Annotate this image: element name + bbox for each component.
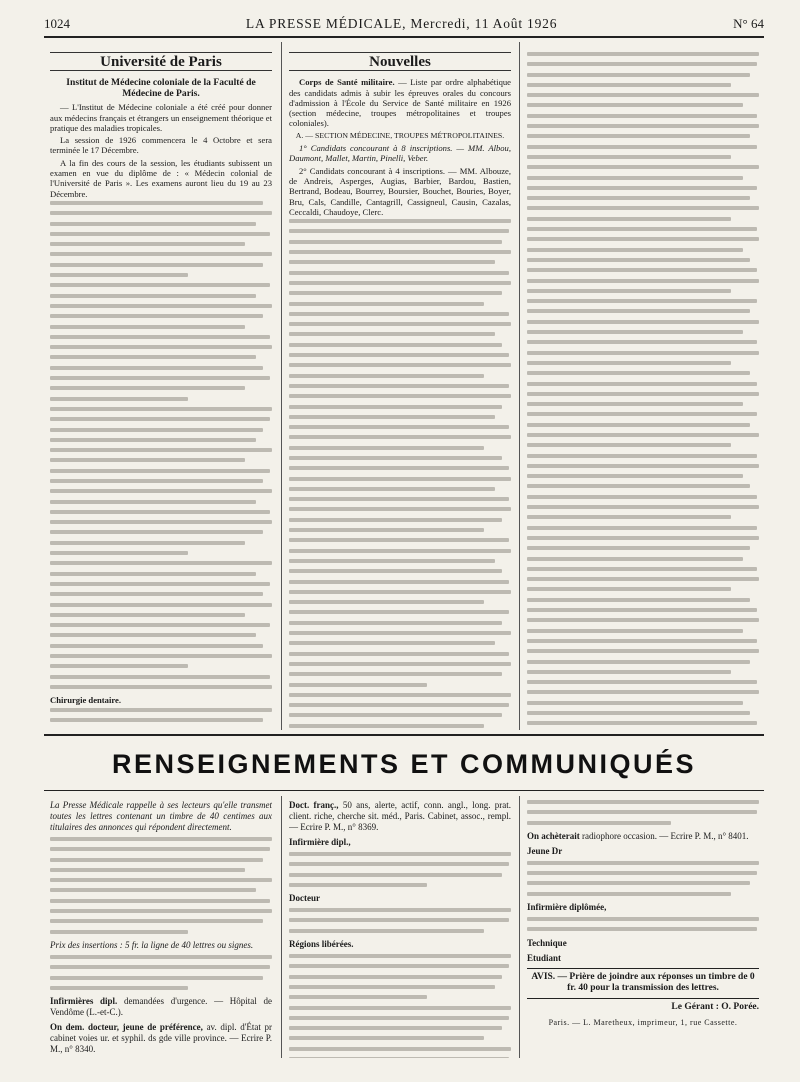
column-rule bbox=[519, 42, 520, 730]
body-text-filler bbox=[289, 1006, 511, 1058]
ad-4-title: Régions libérées. bbox=[289, 939, 354, 950]
session-paragraph: La session de 1926 commencera le 4 Octobre et sera terminée le 17 Décembre. bbox=[50, 135, 272, 156]
banner-title: RENSEIGNEMENTS ET COMMUNIQUÉS bbox=[111, 748, 697, 779]
dental-heading: Chirurgie dentaire. bbox=[50, 695, 121, 706]
ad-3-text: 50 ans, alerte, actif, conn. angl., long. prat. client. riche, cherche sit. méd., Paris. Cabinet, assoc., rempl. — Ecrire P. M., n° 8369. bbox=[289, 800, 511, 832]
ads-column-3 bbox=[527, 800, 759, 1058]
body-text-filler bbox=[289, 954, 511, 999]
avis-rule bbox=[527, 998, 759, 999]
ads-price: Prix des insertions : 5 fr. la ligne de 40 lettres ou signes. bbox=[50, 939, 254, 950]
ad-12-title: Etudiant bbox=[527, 952, 562, 963]
section-a-heading: A. — SECTION MÉDECINE, TROUPES MÉTROPOLITAINES. bbox=[295, 130, 505, 140]
ad-8-text: radiophore occasion. — Ecrire P. M., n° 8401. bbox=[581, 830, 749, 841]
body-text-filler bbox=[289, 852, 511, 887]
ads-intro: La Presse Médicale rappelle à ses lecteurs qu'elle transmet toutes les lettres contenant un timbre de 40 centimes aux titulaires des annonces qui répondent directement. bbox=[50, 800, 272, 832]
body-text-filler bbox=[50, 708, 272, 728]
newspaper-title: LA PRESSE MÉDICALE, Mercredi, 11 Août 1926 bbox=[245, 16, 558, 31]
printer-line: Paris. — L. Maretheux, imprimeur, 1, rue Cassette. bbox=[548, 1017, 738, 1027]
ad-6-title: Docteur bbox=[289, 893, 320, 904]
body-text-filler bbox=[50, 837, 272, 934]
ad-2-title: On dem. docteur, jeune de préférence, bbox=[50, 1022, 203, 1033]
ad-11-title: Technique bbox=[527, 937, 567, 948]
masthead bbox=[44, 12, 764, 38]
body-text-filler bbox=[527, 917, 759, 931]
body-text-filler bbox=[289, 908, 511, 933]
ad-5-title: Infirmière dipl., bbox=[289, 837, 351, 847]
banner-divider bbox=[44, 790, 764, 791]
middle-column bbox=[289, 52, 511, 728]
body-text-filler bbox=[50, 201, 272, 689]
body-text-filler bbox=[50, 955, 272, 990]
section-title-universite: Université de Paris bbox=[50, 52, 272, 71]
institute-heading: Institut de Médecine coloniale de la Faculté de Médecine de Paris. bbox=[66, 77, 256, 100]
avis-rule bbox=[527, 968, 759, 969]
body-text-filler bbox=[527, 861, 759, 896]
column-rule bbox=[281, 796, 282, 1058]
body-text-filler bbox=[289, 219, 511, 728]
right-column bbox=[527, 52, 759, 728]
ad-1-text: demandées d'urgence. — Hôpital de Vendôme (L.-et-C.). bbox=[50, 996, 272, 1018]
corps-intro: — Liste par ordre alphabétique des candidats admis à subir les épreuves orales du concours d'admission à l'École du Service de Santé militaire en 1926 (section médecine, troupes métropolitaines et troupes coloniales). bbox=[289, 77, 511, 129]
gerant-signature: Le Gérant : O. Porée. bbox=[671, 1001, 759, 1012]
ads-column-2 bbox=[289, 800, 511, 1058]
ad-8-title: On achèterait bbox=[527, 830, 580, 841]
ad-2-text: av. dipl. d'État pr cabinet voies ur. et syphil. ds gde ville province. — Ecrire P. M., n° 8340. bbox=[50, 1022, 272, 1055]
diploma-paragraph: A la fin des cours de la session, les étudiants subissent un examen en vue du diplôme de : « Médecin colonial de l'Université de Paris ». Les examens auront lieu du 19 au 23 Décembre. bbox=[50, 157, 272, 199]
ad-3-title: Doct. franç., bbox=[289, 800, 339, 810]
ad-1-title: Infirmières dipl. bbox=[50, 996, 118, 1007]
ad-9-title: Jeune Dr bbox=[527, 845, 563, 856]
column-rule bbox=[519, 796, 520, 1058]
column-rule bbox=[281, 42, 282, 730]
body-text-filler bbox=[527, 52, 759, 728]
section-title-nouvelles: Nouvelles bbox=[289, 52, 511, 71]
section-divider bbox=[44, 734, 764, 736]
left-column bbox=[50, 52, 272, 728]
body-text-filler bbox=[527, 800, 759, 825]
ad-10-title: Infirmière diplômée, bbox=[527, 902, 607, 913]
candidate-list-1: 1° Candidats concourant à 8 inscriptions. — MM. Albou, Daumont, Mallet, Martin, Pinelli, Veber. bbox=[289, 143, 511, 164]
issue-number: N° 64 bbox=[733, 16, 764, 31]
page-number: 1024 bbox=[44, 16, 70, 31]
candidate-list-2: 2° Candidats concourant à 4 inscriptions. — MM. Albouze, de Andreis, Asperges, Augias, Barbier, Bardou, Bastien, Bertrand, Bodeau, Bourrey, Boursier, Bouchet, Bouries, Boyer, Bru, Cals, Candille, Cantagrill, Cassigneul, Causin, Cazalas, Ceccaldi, Chaudoye, Clerc. bbox=[289, 165, 511, 217]
avis-notice: AVIS. — Prière de joindre aux réponses un timbre de 0 fr. 40 pour la transmission des lettres. bbox=[531, 971, 755, 993]
corps-heading: Corps de Santé militaire. bbox=[299, 77, 395, 88]
institute-intro: — L'Institut de Médecine coloniale a été créé pour donner aux médecins français et étrangers un enseignement théorique et pratique des maladies tropicales. bbox=[50, 102, 272, 133]
ads-column-1 bbox=[50, 800, 272, 1058]
communiques-banner bbox=[44, 744, 764, 784]
